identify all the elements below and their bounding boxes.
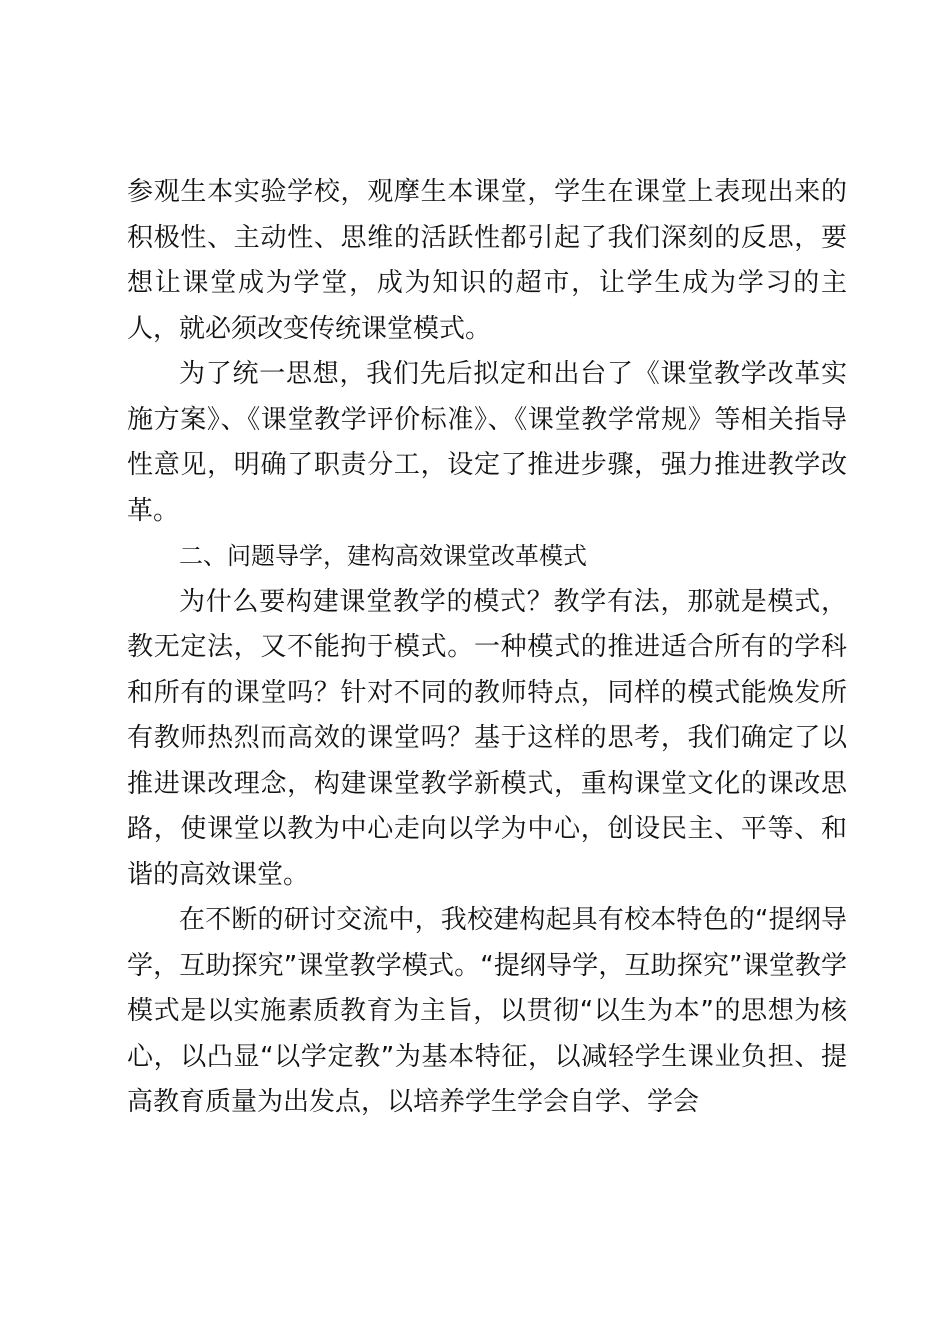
paragraph-school-model: 在不断的研讨交流中，我校建构起具有校本特色的“提纲导学，互助探究”课堂教学模式。“提纲导学，互助探究”课堂教学模式是以实施素质教育为主旨，以贯彻“以生为本”的思想为核心，以凸显“以学定教”为基本特征，以减轻学生课业负担、提高教育质量为出发点，以培养学生学会自学、学会 <box>127 905 847 1117</box>
paragraph-continuation: 参观生本实验学校，观摩生本课堂，学生在课堂上表现出来的积极性、主动性、思维的活跃性都引起了我们深刻的反思，要想让课堂成为学堂，成为知识的超市，让学生成为学习的主人，就必须改变传统课堂模式。 <box>127 177 847 344</box>
paragraph-unification: 为了统一思想，我们先后拟定和出台了《课堂教学改革实施方案》、《课堂教学评价标准》、《课堂教学常规》等相关指导性意见，明确了职责分工，设定了推进步骤，强力推进教学改革。 <box>127 359 847 526</box>
paragraph-model-question: 为什么要构建课堂教学的模式？教学有法，那就是模式，教无定法，又不能拘于模式。一种模式的推进适合所有的学科和所有的课堂吗？针对不同的教师特点，同样的模式能焕发所有教师热烈而高效的课堂吗？基于这样的思考，我们确定了以推进课改理念，构建课堂教学新模式，重构课堂文化的课改思路，使课堂以教为中心走向以学为中心，创设民主、平等、和谐的高效课堂。 <box>127 586 847 890</box>
section-heading: 二、问题导学，建构高效课堂改革模式 <box>179 542 587 570</box>
document-body <box>127 170 847 1126</box>
